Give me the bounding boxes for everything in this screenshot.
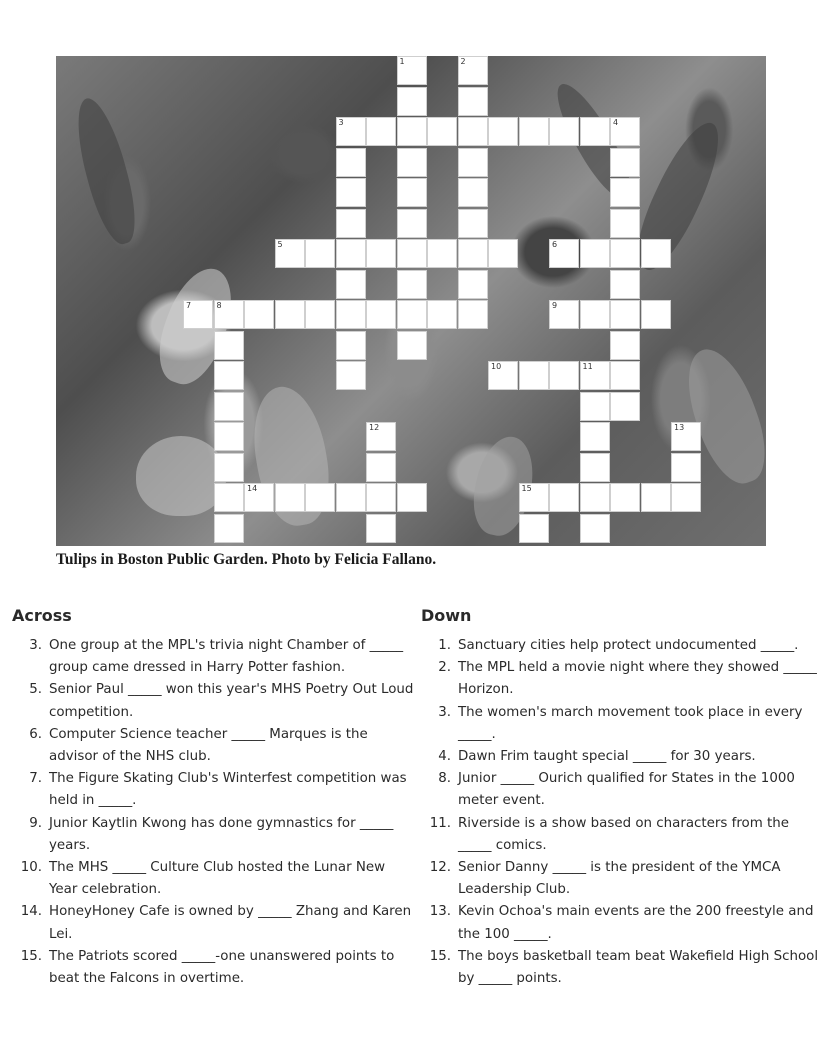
grid-cell[interactable]: [488, 361, 518, 390]
grid-cell[interactable]: [214, 392, 244, 421]
list-item: [421, 702, 821, 746]
grid-cell[interactable]: [641, 483, 671, 512]
clue-text: Kevin Ochoa's main events are the 200 freestyle and the 100 _____.: [458, 904, 814, 942]
grid-cell[interactable]: [397, 117, 427, 146]
grid-cell[interactable]: [610, 331, 640, 360]
clue-number: 11.: [429, 815, 451, 831]
across-heading: Across: [12, 606, 72, 625]
grid-cell[interactable]: [458, 300, 488, 329]
clue-text: The MPL held a movie night where they showed _____ Horizon.: [458, 660, 817, 698]
grid-cell[interactable]: [336, 300, 366, 329]
grid-cell-number: 1: [399, 57, 405, 66]
grid-cell[interactable]: [305, 300, 335, 329]
grid-cell[interactable]: [458, 148, 488, 177]
grid-cell[interactable]: [580, 392, 610, 421]
grid-cell[interactable]: [549, 300, 579, 329]
grid-cell[interactable]: [427, 300, 457, 329]
grid-cell[interactable]: [580, 483, 610, 512]
clue-text: Computer Science teacher _____ Marques is the advisor of the NHS club.: [49, 726, 368, 765]
grid-cell[interactable]: [214, 483, 244, 512]
grid-cell[interactable]: [336, 117, 366, 146]
grid-cell[interactable]: [458, 209, 488, 238]
grid-cell[interactable]: [366, 117, 396, 146]
grid-cell[interactable]: [397, 178, 427, 207]
clue-text: Dawn Frim taught special _____ for 30 years.: [458, 749, 756, 765]
down-clues: [421, 606, 821, 990]
grid-cell[interactable]: [610, 239, 640, 268]
grid-cell[interactable]: [397, 300, 427, 329]
grid-cell[interactable]: [397, 148, 427, 177]
list-item: [421, 657, 821, 701]
grid-cell[interactable]: [244, 483, 274, 512]
grid-cell[interactable]: [519, 514, 549, 543]
clue-number: 3.: [29, 638, 42, 653]
grid-cell[interactable]: [366, 422, 396, 451]
grid-cell[interactable]: [214, 361, 244, 390]
grid-cell[interactable]: [671, 453, 701, 482]
grid-cell[interactable]: [336, 331, 366, 360]
clue-text: The Figure Skating Club's Winterfest competition was held in _____.: [49, 771, 407, 809]
tulip-photo: [56, 56, 766, 546]
grid-cell[interactable]: [427, 239, 457, 268]
photo-caption: Tulips in Boston Public Garden. Photo by Felicia Fallano.: [56, 551, 437, 568]
grid-cell-number: 13: [674, 423, 685, 432]
list-item: [421, 768, 821, 812]
grid-cell[interactable]: [671, 483, 701, 512]
grid-cell[interactable]: [549, 117, 579, 146]
clue-number: 8.: [438, 771, 451, 787]
grid-cell-number: 14: [247, 484, 258, 493]
clue-text: One group at the MPL's trivia night Chamber of _____ group came dressed in Harry Potter fashion.: [49, 638, 404, 676]
clue-number: 7.: [29, 771, 42, 787]
clue-list: [421, 635, 821, 990]
grid-cell[interactable]: [641, 239, 671, 268]
grid-cell[interactable]: [610, 148, 640, 177]
grid-cell[interactable]: [458, 56, 488, 85]
grid-cell-number: 2: [460, 57, 466, 66]
list-item: [421, 901, 821, 945]
grid-cell[interactable]: [214, 453, 244, 482]
grid-cell[interactable]: [336, 178, 366, 207]
clue-number: 4.: [438, 749, 451, 765]
grid-cell[interactable]: [183, 300, 213, 329]
clue-text: The boys basketball team beat Wakefield High School by _____ points.: [458, 948, 819, 987]
grid-cell-number: 11: [582, 362, 593, 371]
grid-cell[interactable]: [366, 453, 396, 482]
list-item: [12, 946, 417, 990]
grid-cell[interactable]: [397, 483, 427, 512]
grid-cell[interactable]: [458, 87, 488, 116]
grid-cell[interactable]: [580, 514, 610, 543]
down-heading: Down: [421, 606, 472, 625]
grid-cell-number: 10: [491, 362, 502, 371]
grid-cell[interactable]: [214, 331, 244, 360]
clue-number: 2.: [438, 660, 451, 676]
list-item: [421, 746, 821, 768]
grid-cell-number: 15: [521, 484, 532, 493]
clue-text: Riverside is a show based on characters from the _____ comics.: [458, 815, 790, 853]
grid-cell[interactable]: [458, 239, 488, 268]
grid-cell[interactable]: [275, 239, 305, 268]
grid-cell[interactable]: [580, 300, 610, 329]
clue-text: Junior _____ Ourich qualified for States in the 1000 meter event.: [458, 771, 795, 809]
grid-cell[interactable]: [397, 270, 427, 299]
grid-cell[interactable]: [275, 483, 305, 512]
grid-cell[interactable]: [458, 270, 488, 299]
grid-cell[interactable]: [610, 209, 640, 238]
grid-cell[interactable]: [610, 483, 640, 512]
list-item: [12, 768, 417, 812]
grid-cell[interactable]: [549, 361, 579, 390]
grid-cell[interactable]: [549, 483, 579, 512]
clue-text: The Patriots scored _____-one unanswered points to beat the Falcons in overtime.: [49, 948, 395, 987]
grid-cell-number: 7: [186, 301, 192, 310]
grid-cell[interactable]: [580, 422, 610, 451]
grid-cell-number: 8: [216, 301, 222, 310]
grid-cell[interactable]: [671, 422, 701, 451]
grid-cell[interactable]: [366, 514, 396, 543]
grid-cell[interactable]: [336, 483, 366, 512]
grid-cell-number: 12: [369, 423, 380, 432]
grid-cell[interactable]: [397, 331, 427, 360]
grid-cell[interactable]: [519, 483, 549, 512]
grid-cell-number: 9: [552, 301, 558, 310]
grid-cell[interactable]: [519, 361, 549, 390]
grid-cell[interactable]: [336, 361, 366, 390]
clue-number: 15.: [20, 948, 42, 964]
grid-cell[interactable]: [580, 361, 610, 390]
clue-number: 3.: [438, 704, 451, 720]
clue-number: 15.: [429, 948, 451, 964]
grid-cell[interactable]: [610, 178, 640, 207]
clue-number: 10.: [20, 860, 42, 876]
grid-cell[interactable]: [610, 117, 640, 146]
grid-cell[interactable]: [580, 239, 610, 268]
clue-number: 14.: [20, 904, 42, 920]
clue-text: Senior Paul _____ won this year's MHS Poetry Out Loud competition.: [49, 682, 414, 720]
list-item: [421, 946, 821, 990]
clue-text: Junior Kaytlin Kwong has done gymnastics for _____ years.: [49, 815, 394, 853]
grid-cell[interactable]: [397, 56, 427, 85]
grid-cell[interactable]: [641, 300, 671, 329]
grid-cell[interactable]: [305, 239, 335, 268]
grid-cell[interactable]: [549, 239, 579, 268]
grid-cell[interactable]: [214, 422, 244, 451]
grid-cell-number: 3: [338, 118, 344, 127]
grid-cell[interactable]: [488, 239, 518, 268]
list-item: [12, 813, 417, 857]
grid-cell[interactable]: [488, 117, 518, 146]
list-item: [421, 635, 821, 657]
grid-cell[interactable]: [214, 300, 244, 329]
grid-cell[interactable]: [214, 514, 244, 543]
grid-cell[interactable]: [580, 453, 610, 482]
grid-cell[interactable]: [610, 361, 640, 390]
grid-cell[interactable]: [305, 483, 335, 512]
clue-list: [12, 635, 417, 990]
clue-text: The women's march movement took place in every _____.: [458, 704, 803, 742]
grid-cell[interactable]: [244, 300, 274, 329]
grid-cell[interactable]: [366, 483, 396, 512]
list-item: [12, 635, 417, 679]
grid-cell[interactable]: [519, 117, 549, 146]
grid-cell-number: 4: [613, 118, 619, 127]
grid-cell[interactable]: [366, 300, 396, 329]
grid-cell[interactable]: [336, 148, 366, 177]
grid-cell[interactable]: [610, 300, 640, 329]
clue-number: 6.: [29, 726, 42, 742]
grid-cell[interactable]: [336, 209, 366, 238]
grid-cell[interactable]: [458, 178, 488, 207]
grid-cell[interactable]: [275, 300, 305, 329]
clue-number: 5.: [29, 682, 42, 698]
grid-cell[interactable]: [427, 117, 457, 146]
grid-cell[interactable]: [397, 239, 427, 268]
clue-text: Sanctuary cities help protect undocumented _____.: [458, 638, 799, 653]
across-clues: [12, 606, 417, 990]
grid-cell[interactable]: [458, 117, 488, 146]
clue-number: 13.: [429, 904, 451, 920]
grid-cell[interactable]: [397, 87, 427, 116]
list-item: [421, 857, 821, 901]
list-item: [12, 857, 417, 901]
grid-cell[interactable]: [580, 117, 610, 146]
grid-cell[interactable]: [366, 239, 396, 268]
clue-text: HoneyHoney Cafe is owned by _____ Zhang and Karen Lei.: [49, 904, 412, 942]
grid-cell[interactable]: [610, 270, 640, 299]
clue-text: Senior Danny _____ is the president of the YMCA Leadership Club.: [458, 860, 781, 898]
grid-cell[interactable]: [397, 209, 427, 238]
grid-cell[interactable]: [336, 239, 366, 268]
grid-cell[interactable]: [336, 270, 366, 299]
grid-cell[interactable]: [610, 392, 640, 421]
list-item: [12, 679, 417, 723]
clue-number: 9.: [29, 815, 42, 831]
list-item: [421, 813, 821, 857]
clue-text: The MHS _____ Culture Club hosted the Lunar New Year celebration.: [49, 860, 386, 898]
clue-number: 1.: [438, 638, 451, 653]
grid-cell-number: 5: [277, 240, 283, 249]
list-item: [12, 901, 417, 945]
clue-number: 12.: [429, 860, 451, 876]
list-item: [12, 724, 417, 768]
grid-cell-number: 6: [552, 240, 558, 249]
